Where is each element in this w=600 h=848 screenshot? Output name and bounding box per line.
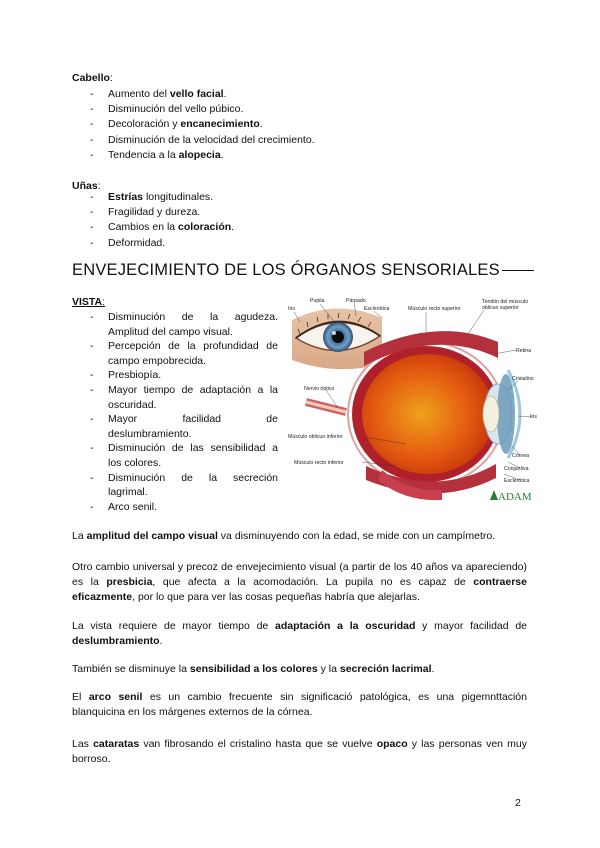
text-run: La vista requiere de mayor tiempo de xyxy=(72,620,276,632)
label-cristalino: Cristalino xyxy=(512,376,534,382)
label-esclerotica-bottom: Esclerótica xyxy=(504,478,530,484)
list-item xyxy=(72,220,234,235)
page-number: 2 xyxy=(515,797,521,809)
label-oblicuo-inferior: Músculo oblicuo inferior xyxy=(288,434,343,440)
item-text: Disminución de la velocidad del crecimiento. xyxy=(108,133,315,146)
list-item xyxy=(72,205,234,220)
label-pupila: Pupila xyxy=(310,298,325,304)
list-item xyxy=(72,236,234,251)
adam-logo xyxy=(490,490,532,503)
vista-item: - Mayor tiempo de adaptación a la oscuridad. xyxy=(72,383,278,412)
label-tendon-2: oblicuo superior xyxy=(482,305,519,311)
bold-term: adaptación a la oscuridad xyxy=(275,620,416,632)
bold-term: encanecimiento xyxy=(180,118,260,131)
bold-term: secreción lacrimal xyxy=(339,663,432,675)
label-iris-right: Iris xyxy=(530,414,537,420)
text-run: va disminuyendo con la edad, se mide con un campímetro. xyxy=(217,530,496,542)
bold-term: presbicia xyxy=(106,576,153,589)
text-run: es un cambio frecuente sin significació patológica, es una pigemnttación blanquicina en los márgenes externos de la córnea. xyxy=(72,691,527,719)
vista-item: - Mayor facilidad de deslumbramiento. xyxy=(72,412,278,441)
unas-list xyxy=(72,190,234,251)
bold-term: contraerse eficazmente xyxy=(72,576,527,604)
unas-label: Uñas: xyxy=(72,180,101,192)
item-text: Cambios en la xyxy=(108,221,179,234)
vista-item: - Disminución de la agudeza. Amplitud del campo visual. xyxy=(72,310,278,339)
cabello-list xyxy=(72,87,315,163)
item-text: Aumento del xyxy=(108,88,170,100)
label-conjuntiva: Conjuntiva xyxy=(504,466,529,472)
item-text: Decoloración y xyxy=(108,118,181,131)
paragraph-presbicia xyxy=(72,560,527,606)
bold-term: alopecia xyxy=(178,148,221,161)
bold-term: Estrías xyxy=(108,191,144,203)
text-run: Otro cambio universal y precoz de envejecimiento visual (a partir de los 40 años va apareciendo) es la xyxy=(72,561,527,589)
list-item xyxy=(72,87,315,102)
text-run: El xyxy=(72,691,89,703)
item-text: . xyxy=(220,148,224,161)
item-text: Deformidad. xyxy=(108,236,166,249)
svg-text:ADAM: ADAM xyxy=(498,491,532,503)
label-tendon-1: Tendón del músculo xyxy=(482,299,529,305)
bold-term: cataratas xyxy=(93,738,140,750)
list-item xyxy=(72,133,315,148)
paragraph-adaptacion xyxy=(72,619,527,649)
paragraph-arco-senil xyxy=(72,690,527,720)
bold-term: coloración xyxy=(178,221,232,234)
vista-list xyxy=(72,310,278,514)
label-cornea: Córnea xyxy=(512,453,530,459)
item-text: Disminución del vello púbico. xyxy=(108,103,244,116)
vista-item: - Disminución de las sensibilidad a los colores. xyxy=(72,441,278,470)
eye-anatomy-figure xyxy=(286,294,542,504)
cabello-label: Cabello: xyxy=(72,72,113,84)
bold-term: amplitud del campo visual xyxy=(86,530,218,542)
text-run: . xyxy=(431,663,435,675)
text-run: También se disminuye la xyxy=(72,663,190,675)
heading-rule xyxy=(502,270,534,271)
label-retina: Retina xyxy=(516,348,531,354)
vista-item: - Disminución de la secreción lagrimal. xyxy=(72,471,278,500)
paragraph-campo-visual xyxy=(72,529,527,544)
bold-term: arco senil xyxy=(88,691,143,703)
list-item xyxy=(72,102,315,117)
label-iris-top: Iris xyxy=(288,306,295,312)
paragraph-sensibilidad xyxy=(72,662,527,677)
label-nervio-optico: Nervio óptico xyxy=(304,386,335,392)
list-item xyxy=(72,117,315,132)
bold-term: sensibilidad a los colores xyxy=(189,663,318,675)
bold-term: deslumbramiento xyxy=(72,635,160,648)
text-run: y las personas ven muy borroso. xyxy=(72,738,527,766)
item-text: longitudinales. xyxy=(143,191,214,203)
text-run: van fibrosando el cristalino hasta que se vuelve xyxy=(139,738,377,750)
paragraph-cataratas xyxy=(72,737,527,767)
text-run: La xyxy=(72,530,87,542)
item-text: Fragilidad y dureza. xyxy=(108,206,201,219)
bold-term: opaco xyxy=(376,738,408,750)
label-recto-inferior: Músculo recto inferior xyxy=(294,460,344,466)
vista-item: - Arco senil. xyxy=(72,500,278,515)
vista-item: - Percepción de la profundidad de campo empobrecida. xyxy=(72,339,278,368)
vista-label: VISTA: xyxy=(72,296,106,308)
label-recto-superior: Músculo recto superior xyxy=(408,306,461,312)
text-run: , por lo que para ver las cosas pequeñas habría que alejarlas. xyxy=(132,591,420,604)
vista-item: - Presbiopía. xyxy=(72,368,278,383)
label-parpado: Párpado xyxy=(346,298,366,304)
text-run: Las xyxy=(72,738,94,750)
text-run: y mayor facilidad de xyxy=(415,620,528,632)
text-run: . xyxy=(159,635,163,648)
list-item xyxy=(72,190,234,205)
item-text: . xyxy=(259,118,263,131)
text-run: , que afecta a la acomodación. La pupila no es capaz de xyxy=(152,576,474,589)
list-item xyxy=(72,148,315,163)
item-text: . xyxy=(223,88,227,100)
bold-term: vello facial xyxy=(169,88,224,100)
text-run: y la xyxy=(317,663,340,675)
item-text: Tendencia a la xyxy=(108,148,179,161)
item-text: . xyxy=(231,221,235,234)
section-heading: ENVEJECIMIENTO DE LOS ÓRGANOS SENSORIALES xyxy=(72,261,534,280)
label-esclerotica-top: Esclerótica xyxy=(364,306,390,312)
